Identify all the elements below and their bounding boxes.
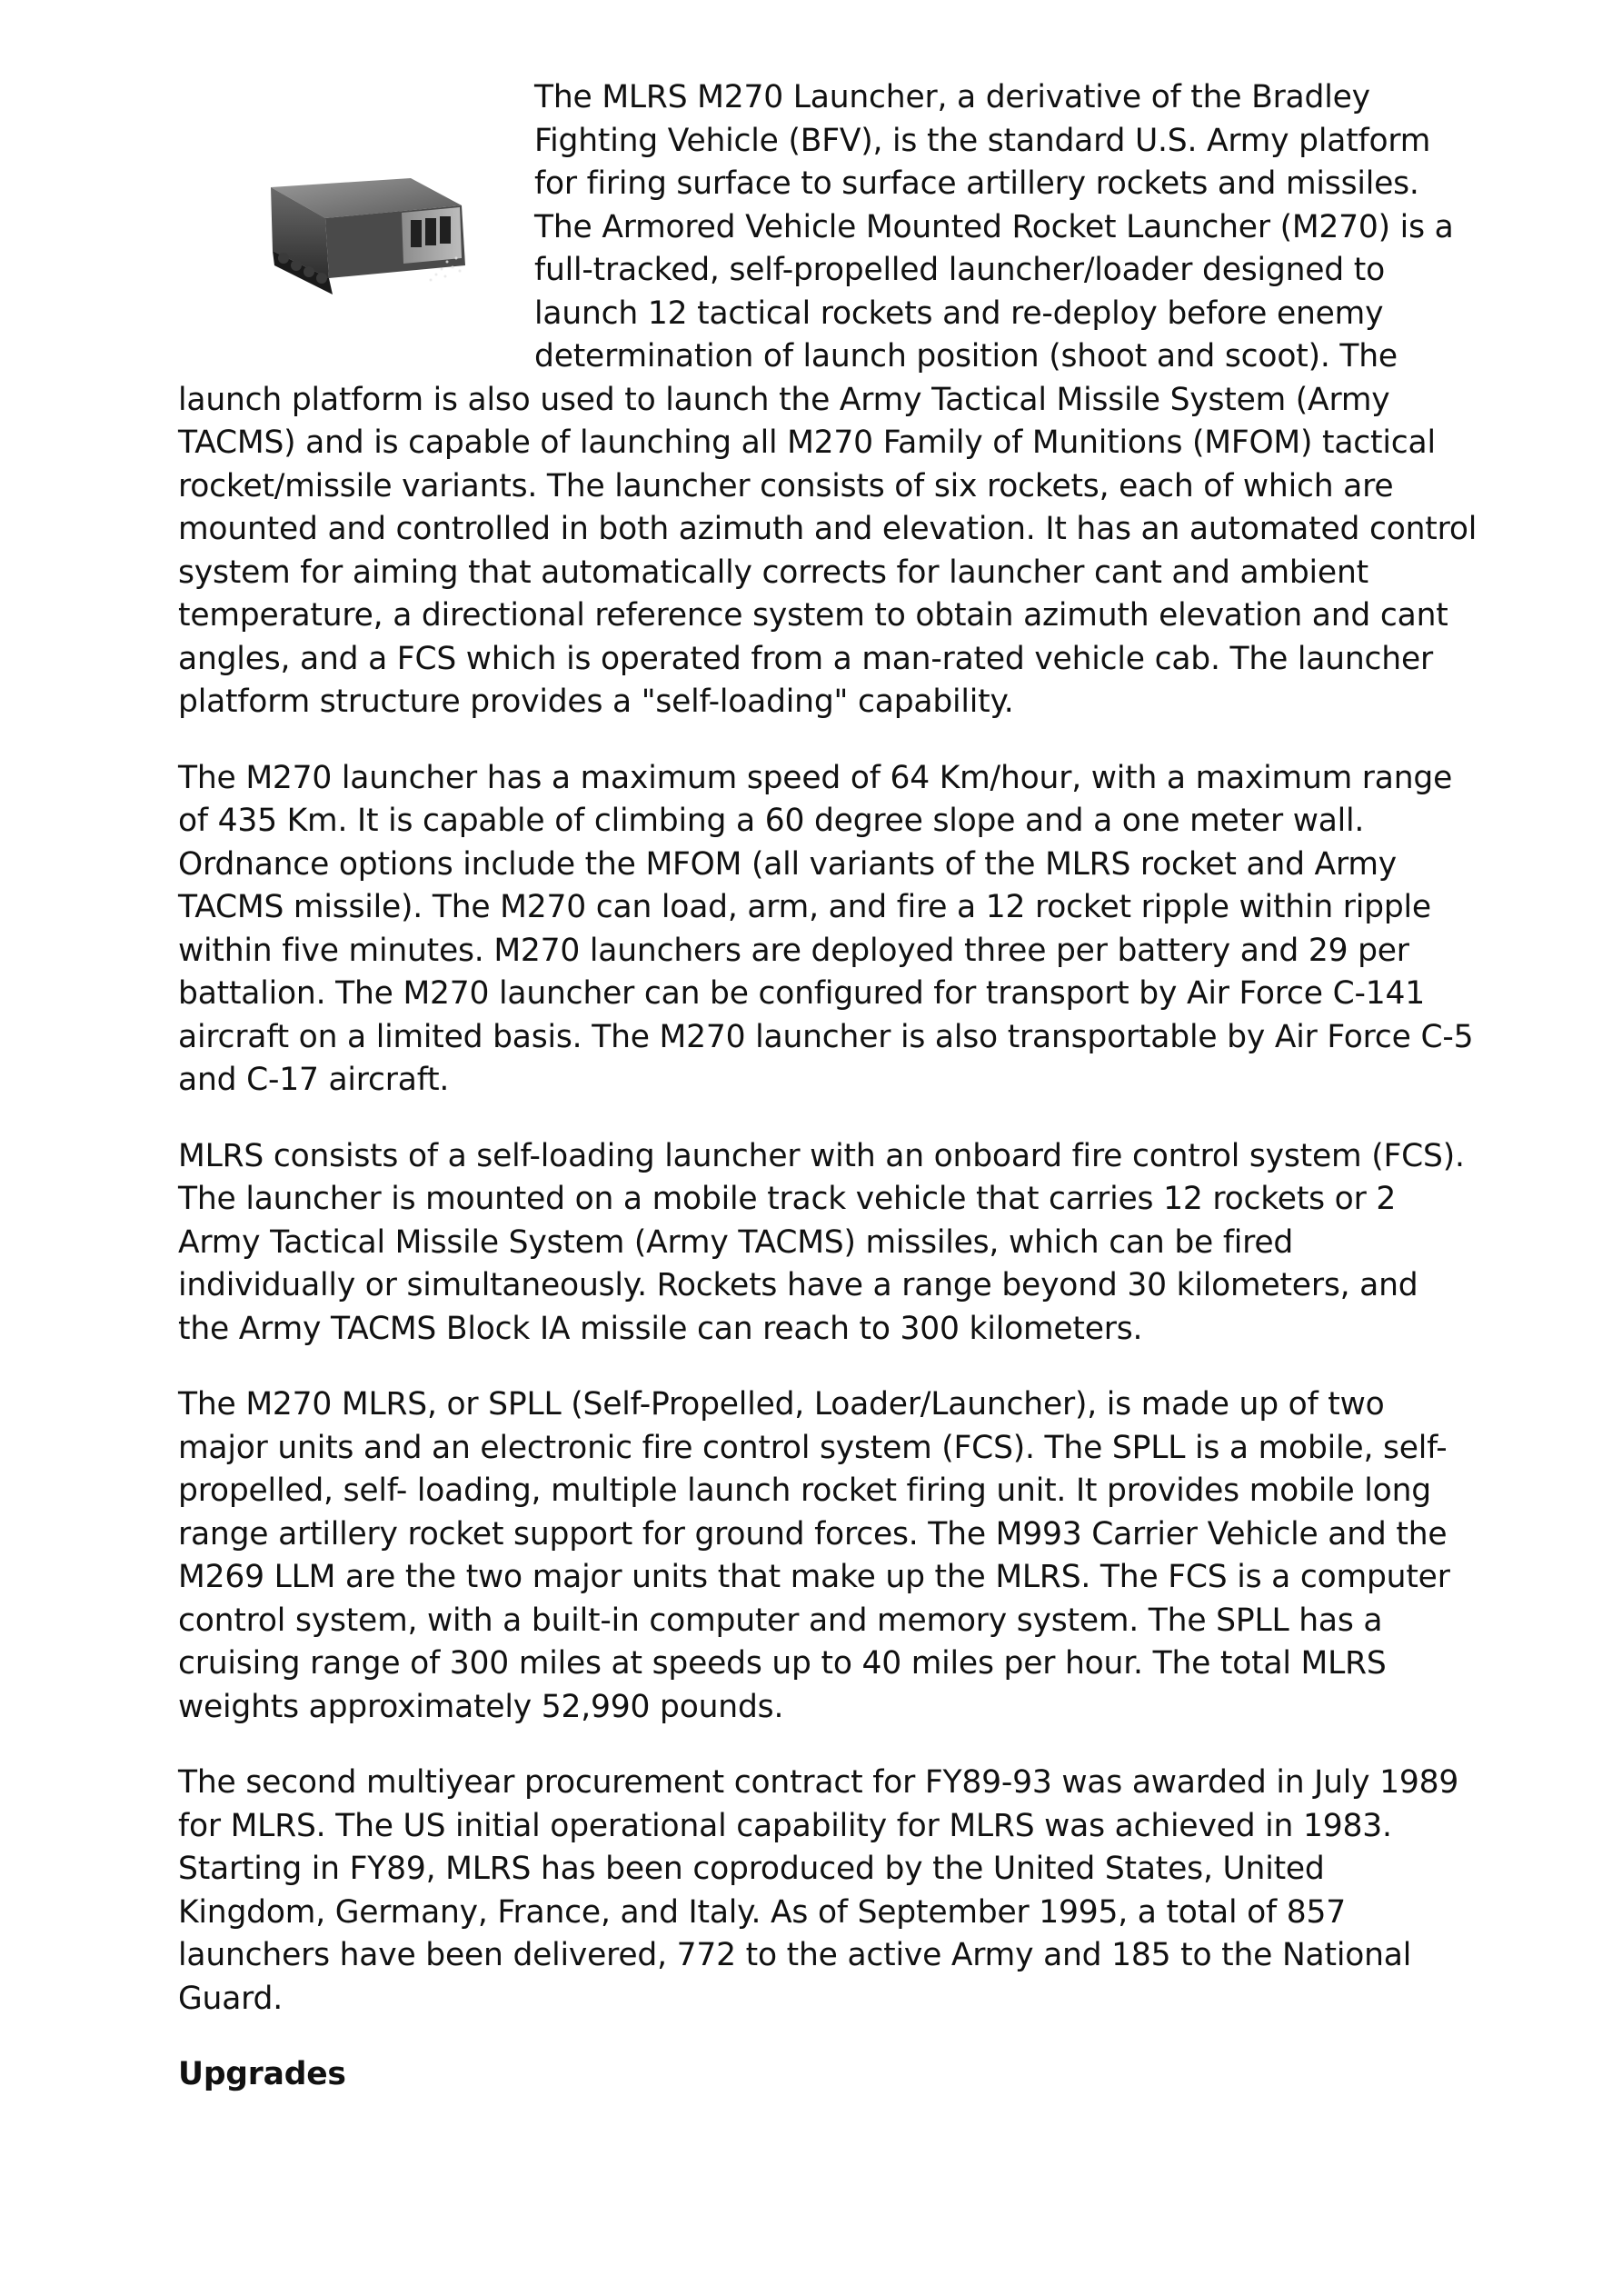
paragraph-1: The MLRS M270 Launcher, a derivative of the Bradley Fighting Vehicle (BFV), is the standard U.S. Army platform for firing surface to surface artillery rockets and missiles. The Armored Vehicle Mounted Rocket Launcher (M270) is a full-tracked, self-propelled launcher/loader designed to launch 12 tactical rockets and re-deploy before enemy determination of launch position (shoot and scoot). The launch platform is also used to launch the Army Tactical Missile System (Army TACMS) and is capable of launching all M270 Family of Munitions (MFOM) tactical rocket/missile variants. The launcher consists of six rockets, each of which are mounted and controlled in both azimuth and elevation. It has an automated control system for aiming that automatically corrects for launcher cant and ambient temperature, a directional reference system to obtain azimuth elevation and cant angles, and a FCS which is operated from a man-rated vehicle cab. The launcher platform structure provides a "self-loading" capability.	[178, 79, 1478, 720]
intro-section	[178, 76, 1478, 757]
paragraph-5: The second multiyear procurement contract for FY89-93 was awarded in July 1989 for MLRS. The US initial operational capability for MLRS was achieved in 1983. Starting in FY89, MLRS has been coproduced by the United States, United Kingdom, Germany, France, and Italy. As of September 1995, a total of 857 launchers have been delivered, 772 to the active Army and 185 to the National Guard.	[178, 1764, 1459, 2017]
paragraph-4: The M270 MLRS, or SPLL (Self-Propelled, Loader/Launcher), is made up of two major units and an electronic fire control system (FCS). The SPLL is a mobile, self-propelled, self- loading, multiple launch rocket firing unit. It provides mobile long range artillery rocket support for ground forces. The M993 Carrier Vehicle and the M269 LLM are the two major units that make up the MLRS. The FCS is a computer control system, with a built-in computer and memory system. The SPLL has a cruising range of 300 miles at speeds up to 40 miles per hour. The total MLRS weights approximately 52,990 pounds.	[178, 1386, 1450, 1725]
document-page	[178, 76, 1478, 2130]
m270-launcher-image	[265, 167, 473, 304]
section-heading-upgrades: Upgrades	[178, 2056, 346, 2092]
paragraph-3: MLRS consists of a self-loading launcher with an onboard fire control system (FCS). The launcher is mounted on a mobile track vehicle that carries 12 rockets or 2 Army Tactical Missile System (Army TACMS) missiles, which can be fired individually or simultaneously. Rockets have a range beyond 30 kilometers, and the Army TACMS Block IA missile can reach to 300 kilometers.	[178, 1137, 1465, 1347]
paragraph-2: The M270 launcher has a maximum speed of 64 Km/hour, with a maximum range of 435 Km. It is capable of climbing a 60 degree slope and a one meter wall. Ordnance options include the MFOM (all variants of the MLRS rocket and Army TACMS missile). The M270 can load, arm, and fire a 12 rocket ripple within ripple within five minutes. M270 launchers are deployed three per battery and 29 per battalion. The M270 launcher can be configured for transport by Air Force C-141 aircraft on a limited basis. The M270 launcher is also transportable by Air Force C-5 and C-17 aircraft.	[178, 759, 1474, 1098]
